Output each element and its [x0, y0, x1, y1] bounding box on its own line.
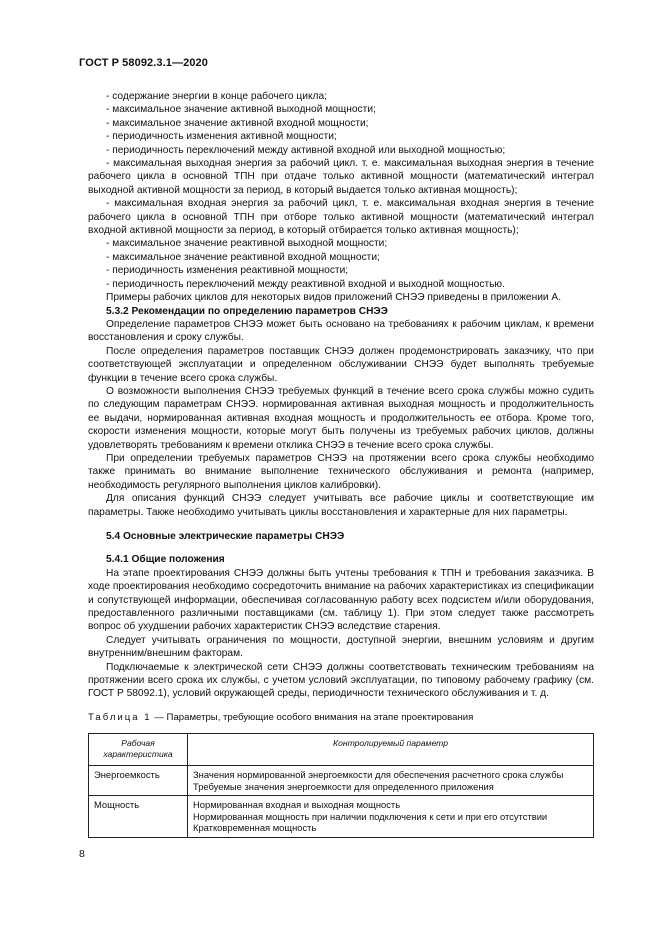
paragraph: Подключаемые к электрической сети СНЭЭ должны соответствовать техническим требованиям на протяжении всего срока их службы, с учетом условий эксплуатации, по типовому рабочему графику (см. ГОСТ Р 58092.1), условий окружающей среды, периодичности технического обслуживания и т. д.	[88, 661, 594, 700]
paragraph: На этапе проектирования СНЭЭ должны быть учтены требования к ТПН и требования заказчика. В ходе проектирования необходимо сосредоточить внимание на рабочих характеристиках из спецификации и сопутствующей информации, обеспечивая согласованную работу всех подсистем и/или оборудования, предоставленного различными поставщиками (см. таблицу 1). При этом следует также рассмотреть вопрос об ухудшении рабочих характеристик СНЭЭ вследствие старения.	[88, 567, 594, 633]
cell-line: Нормированная мощность при наличии подключения к сети и при его отсутствии	[193, 810, 548, 822]
list-item: - периодичность изменения реактивной мощности;	[106, 265, 349, 277]
subsection-heading: 5.4.1 Общие положения	[106, 554, 225, 566]
list-item: - максимальное значение реактивной входной мощности;	[106, 251, 380, 263]
section-heading: 5.4 Основные электрические параметры СНЭЭ	[106, 531, 345, 542]
table-cell	[188, 766, 594, 796]
table-row	[89, 796, 594, 838]
table-header-row	[89, 733, 594, 765]
list-item: - периодичность изменения активной мощности;	[106, 131, 337, 143]
list-item: - содержание энергии в конце рабочего цикла;	[106, 91, 327, 102]
paragraph: Для описания функций СНЭЭ следует учитывать все рабочие циклы и соответствующие им параметры. Также необходимо учитывать циклы восстановления и характерные для них параметры.	[88, 493, 594, 518]
paragraph: При определении требуемых параметров СНЭЭ на протяжении всего срока службы необходимо также принимать во внимание выполнение технического обслуживания и ремонта (например, необходимость регулярного выполнения циклов калибровки).	[88, 452, 594, 491]
list-item: - периодичность переключений между активной входной или выходной мощностью;	[106, 144, 506, 156]
table-row	[89, 766, 594, 796]
list-item: - максимальная входная энергия за рабочий цикл, т. е. максимальная входная энергия в течение рабочего цикла в основной ТПН при отборе только активной мощности (математический интеграл входной активной мощности за период, в который отбирается только активная мощность);	[88, 198, 594, 237]
document-body	[88, 90, 594, 838]
list-item: - периодичность переключений между реактивной входной и выходной мощностью.	[106, 278, 505, 290]
parameters-table	[88, 733, 594, 838]
paragraph: Определение параметров СНЭЭ может быть основано на требованиях к рабочим циклам, к времени восстановления и сроку службы.	[88, 318, 594, 344]
list-item: - максимальное значение реактивной выходной мощности;	[106, 238, 388, 250]
cell-line: Нормированная входная и выходная мощность	[193, 799, 401, 811]
table-cell: Энергоемкость	[89, 766, 188, 796]
paragraph: После определения параметров поставщик СНЭЭ должен продемонстрировать заказчику, что при соответствующей эксплуатации и определенном обслуживании СНЭЭ будет выполнять требуемые функции в течение всего срока службы.	[88, 345, 594, 384]
table-caption	[88, 711, 594, 724]
document-header: ГОСТ Р 58092.3.1—2020	[79, 57, 208, 69]
list-item: - максимальная выходная энергия за рабочий цикл. т. е. максимальная выходная энергия в течение рабочего цикла в основной ТПН при отдаче только активной мощности (математический интеграл выходной активной мощности за период, в который выдается только активная мощность);	[88, 158, 594, 196]
table-caption-text: — Параметры, требующие особого внимания на этапе проектирования	[151, 711, 474, 723]
table-cell: Мощность	[89, 796, 188, 838]
paragraph: О возможности выполнения СНЭЭ требуемых функций в течение всего срока службы можно судить по следующим параметрам СНЭЭ. нормированная активная выходная мощность и продолжительность ее выдачи, нормированная активная входная мощность и продолжительность ее отбора. Кроме того, скорости изменения мощности, которые могут быть получены из требуемых рабочих циклов, должны удовлетворять требованиям к времени отклика СНЭЭ в течение всего срока службы.	[88, 385, 594, 451]
cell-line: Кратковременная мощность	[193, 822, 317, 834]
table-caption-label: Таблица 1	[88, 711, 152, 723]
list-item: - максимальное значение активной выходной мощности;	[106, 104, 376, 116]
list-item: - максимальное значение активной входной мощности;	[106, 117, 369, 129]
table-cell	[188, 796, 594, 838]
paragraph: Следует учитывать ограничения по мощности, доступной энергии, внешним условиям и другим внутренним/внешним факторам.	[88, 634, 594, 660]
page-number: 8	[79, 848, 85, 860]
paragraph: Примеры рабочих циклов для некоторых видов приложений СНЭЭ приведены в приложении А.	[106, 292, 562, 304]
column-header-characteristic: Рабочая характеристика	[89, 733, 188, 765]
cell-line: Значения нормированной энергоемкости для обеспечения расчетного срока службы	[193, 769, 564, 781]
cell-line: Требуемые значения энергоемкости для определенного приложения	[193, 780, 494, 792]
column-header-parameter: Контролируемый параметр	[188, 733, 594, 765]
section-heading: 5.3.2 Рекомендации по определению параметров СНЭЭ	[106, 305, 388, 317]
